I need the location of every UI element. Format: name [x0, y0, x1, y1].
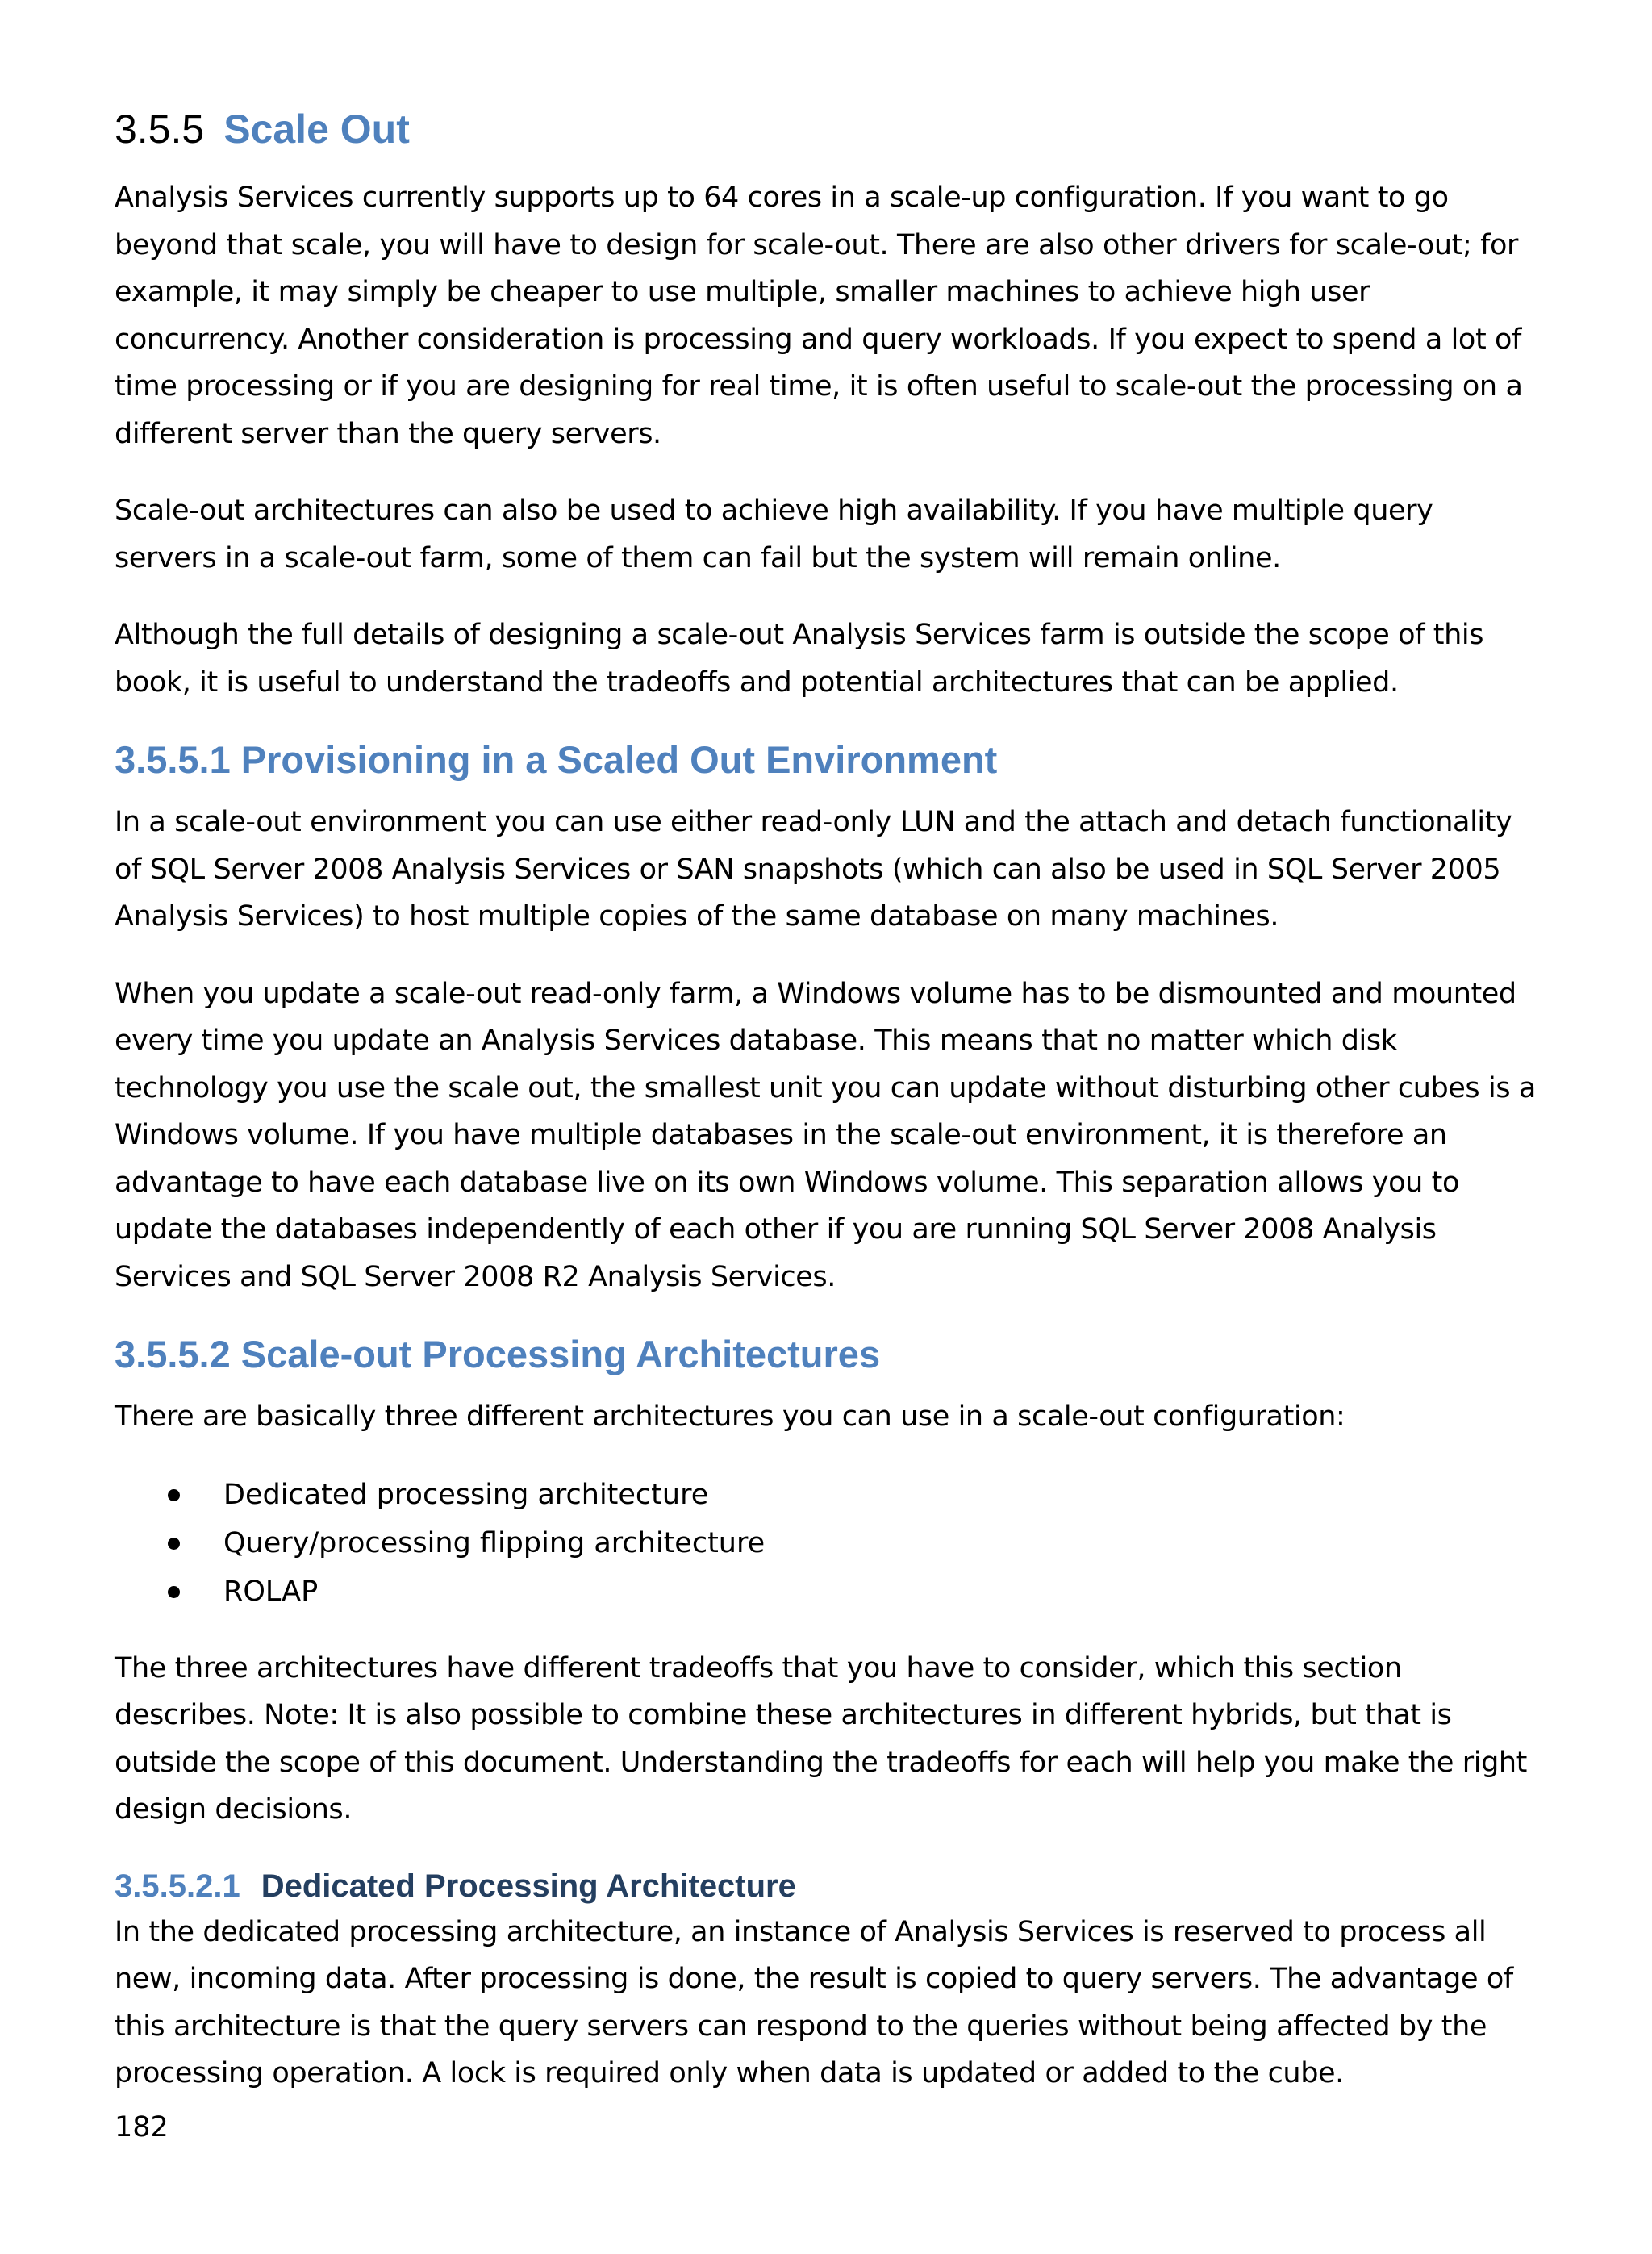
- paragraph: In the dedicated processing architecture, an instance of Analysis Services is reserved to process all new, incoming data. After processing is done, the result is copied to query servers. The advantage of this architecture is that the query servers can respond to the queries without being affected by the processing operation. A lock is required only when data is updated or added to the cube.: [115, 1915, 1513, 2089]
- list-item: [115, 1519, 1542, 1567]
- paragraph: In a scale-out environment you can use either read-only LUN and the attach and detach functionality of SQL Server 2008 Analysis Services or SAN snapshots (which can also be used in SQL Server 2005 Analysis Services) to host multiple copies of the same database on many machines.: [115, 806, 1512, 933]
- paragraph: There are basically three different architectures you can use in a scale-out configuration:: [115, 1400, 1345, 1433]
- list-item: [115, 1471, 1542, 1519]
- bullet-icon: [168, 1489, 180, 1501]
- document-page: [115, 97, 1542, 2097]
- subsection-heading-architectures: 3.5.5.2 Scale-out Processing Architectures: [115, 1333, 881, 1375]
- page-number: 182: [115, 2111, 169, 2143]
- subsubsection-title: Dedicated Processing Architecture: [261, 1868, 796, 1904]
- subsubsection-number: 3.5.5.2.1: [115, 1868, 240, 1904]
- section-heading: [115, 97, 1542, 161]
- paragraph: The three architectures have different tradeoffs that you have to consider, which this section describes. Note: It is also possible to combine these architectures in different hybrids, but that is outside the scope of this document. Understanding the tradeoffs for each will help you make the right design decisions.: [115, 1651, 1528, 1826]
- paragraph: Scale-out architectures can also be used to achieve high availability. If you have multiple query servers in a scale-out farm, some of them can fail but the system will remain online.: [115, 495, 1433, 574]
- list-item: [115, 1567, 1542, 1616]
- bullet-icon: [168, 1538, 180, 1550]
- paragraph: Analysis Services currently supports up to 64 cores in a scale-up configuration. If you want to go beyond that scale, you will have to design for scale-out. There are also other drivers for scale-out; for example, it may simply be cheaper to use multiple, smaller machines to achieve high user concurrency. Another consideration is processing and query workloads. If you expect to spend a lot of time processing or if you are designing for real time, it is often useful to scale-out the processing on a different server than the query servers.: [115, 182, 1523, 450]
- bullet-icon: [168, 1586, 180, 1598]
- subsubsection-heading: [115, 1864, 1542, 1909]
- section-title: Scale Out: [223, 106, 410, 152]
- architecture-list: [115, 1471, 1542, 1616]
- paragraph: When you update a scale-out read-only farm, a Windows volume has to be dismounted and mounted every time you update an Analysis Services database. This means that no matter which disk technology you use the scale out, the smallest unit you can update without disturbing other cubes is a Windows volume. If you have multiple databases in the scale-out environment, it is therefore an advantage to have each database live on its own Windows volume. This separation allows you to update the databases independently of each other if you are running SQL Server 2008 Analysis Services and SQL Server 2008 R2 Analysis Services.: [115, 977, 1536, 1293]
- list-item-text: Dedicated processing architecture: [223, 1478, 709, 1511]
- list-item-text: Query/processing flipping architecture: [223, 1526, 766, 1559]
- list-item-text: ROLAP: [223, 1575, 319, 1608]
- subsection-heading-provisioning: 3.5.5.1 Provisioning in a Scaled Out Environment: [115, 738, 998, 781]
- section-number: 3.5.5: [115, 106, 205, 152]
- paragraph: Although the full details of designing a scale-out Analysis Services farm is outside the scope of this book, it is useful to understand the tradeoffs and potential architectures that can be applied.: [115, 619, 1484, 699]
